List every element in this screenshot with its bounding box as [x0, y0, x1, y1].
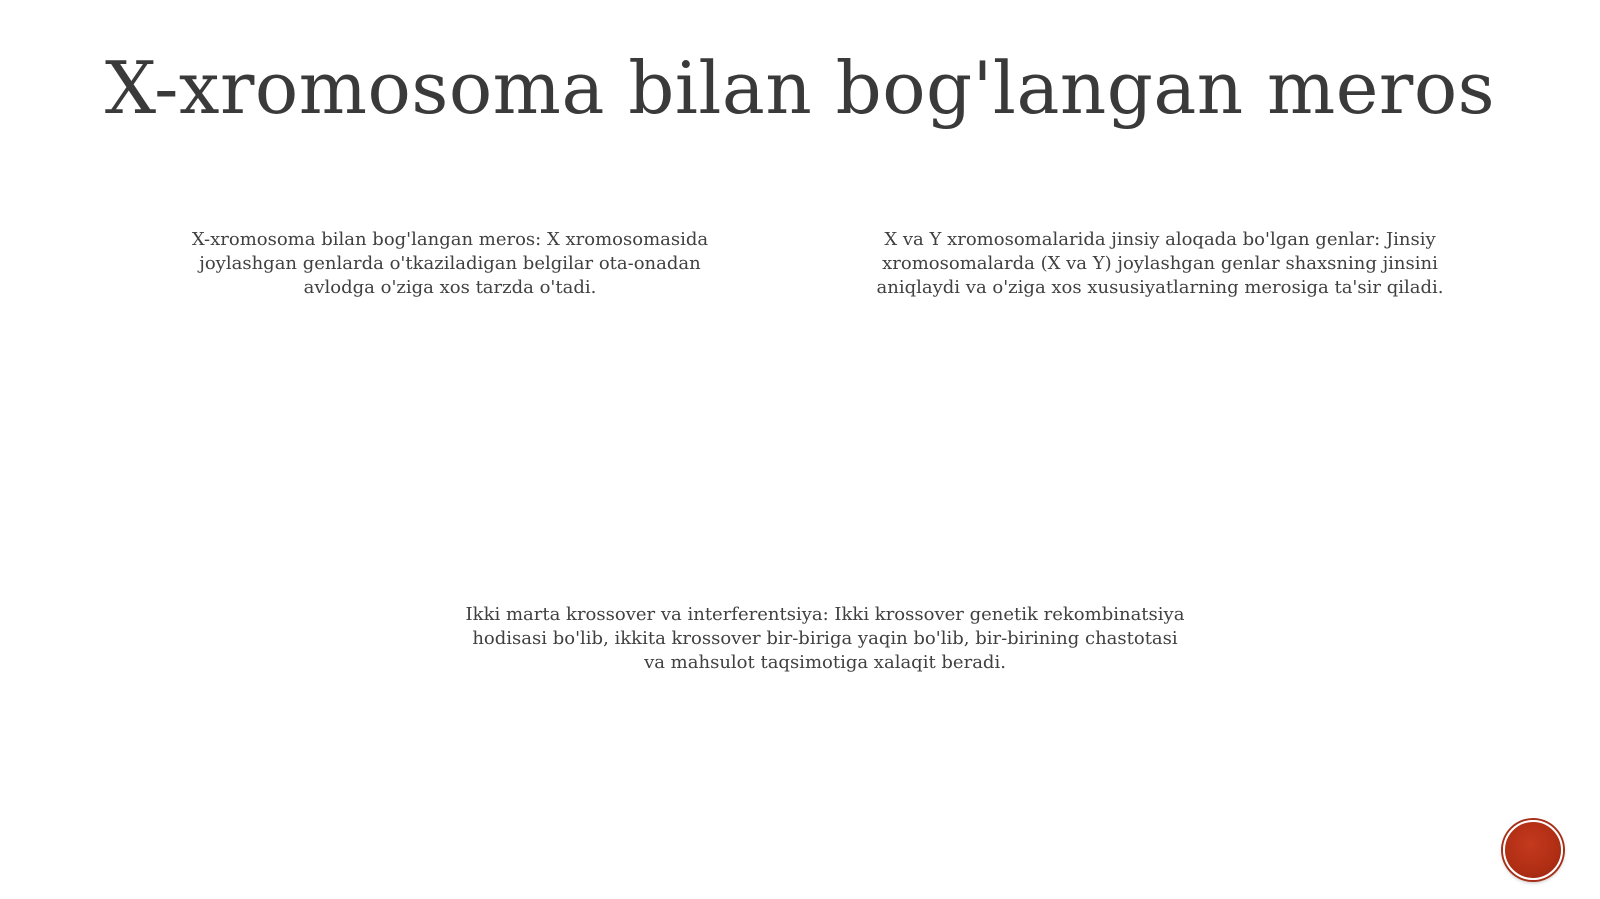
slide-title: X-xromosoma bilan bog'langan meros	[104, 46, 1496, 130]
text-block-sex-linked: X va Y xromosomalarida jinsiy aloqada bo'lgan genlar: Jinsiy xromosomalarda (X va Y) joylashgan genlar shaxsning jinsini aniqlaydi va o'ziga xos xususiyatlarning merosiga ta'sir qiladi.	[876, 229, 1444, 298]
text-block-x-linked: X-xromosoma bilan bog'langan meros: X xromosomasida joylashgan genlarda o'tkaziladigan belgilar ota-onadan avlodga o'ziga xos tarzda o'tadi.	[191, 229, 709, 298]
next-slide-circle-icon[interactable]	[1503, 820, 1563, 880]
text-block-double-crossover: Ikki marta krossover va interferentsiya: Ikki krossover genetik rekombinatsiya hodisasi bo'lib, ikkita krossover bir-biriga yaqin bo'lib, bir-birining chastotasi va mahsulot taqsimotiga xalaqit beradi.	[465, 604, 1185, 673]
